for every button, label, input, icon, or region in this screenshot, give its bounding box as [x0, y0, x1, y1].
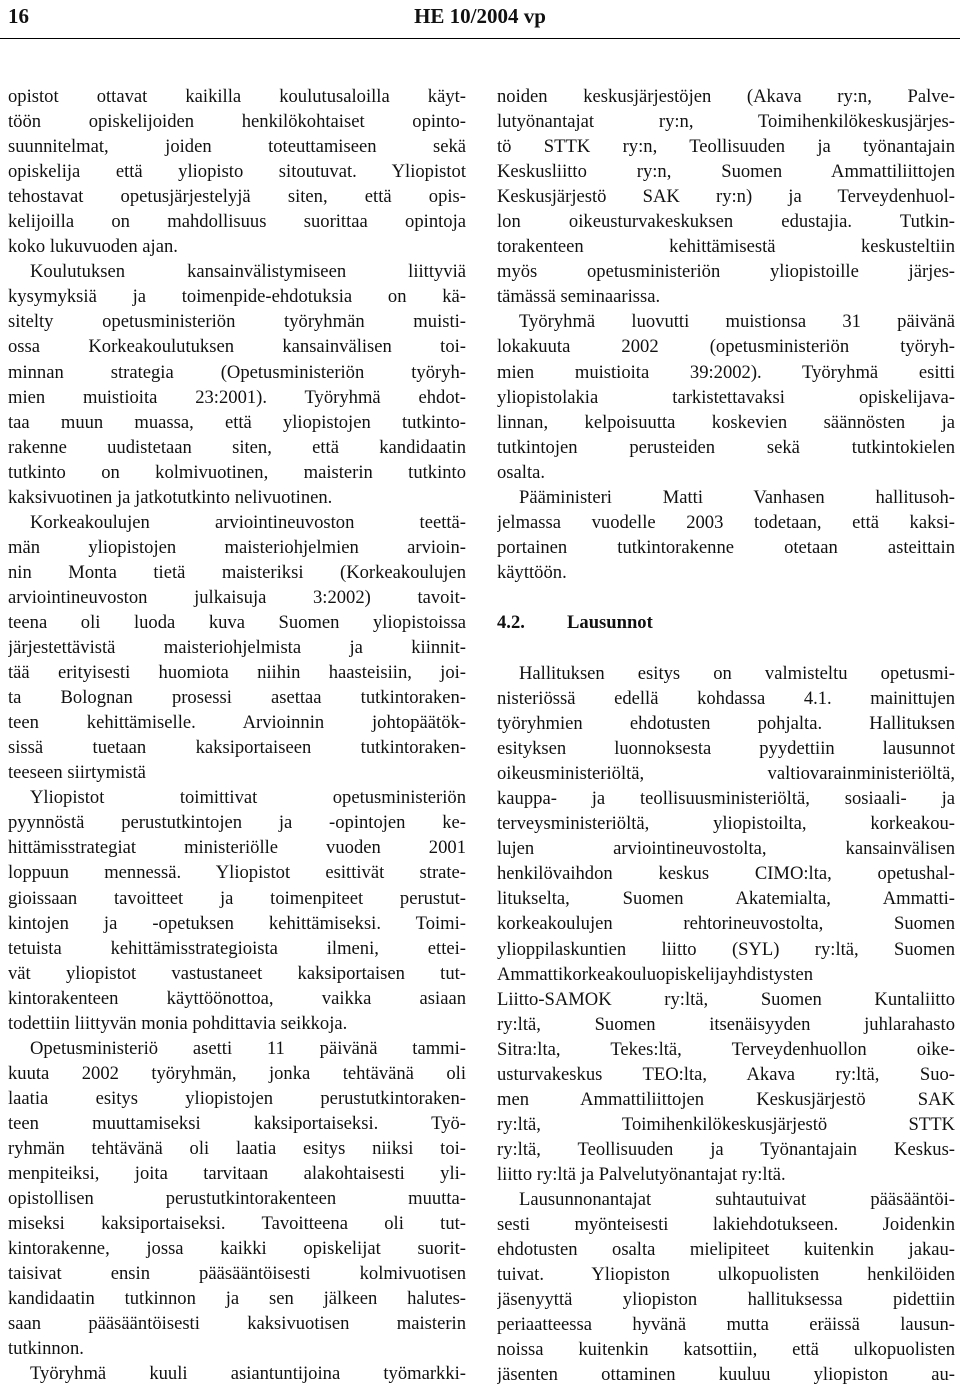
text-line: työryhmien ehdotusten pohjalta. Hallituksen	[497, 713, 955, 735]
text-line: Työryhmä kuuli asiantuntijoina työmarkki-	[30, 1363, 466, 1385]
text-line: opistot ottavat kaikilla koulutusaloilla käyt-	[8, 86, 466, 107]
text-line: terveysministeriöltä, yliopistoilta, korkeakou-	[497, 813, 955, 835]
page-number: 16	[8, 4, 29, 28]
text-line: Opetusministeriö asetti 11 päivänä tammi-	[30, 1037, 466, 1059]
right-column	[497, 84, 955, 1387]
text-line: periaatteessa hyvänä mutta eräissä lausun-	[497, 1314, 955, 1336]
text-line: usturvakeskus TEO:lta, Akava ry:ltä, Suo-	[497, 1063, 955, 1085]
text-line: teeseen siirtymistä	[8, 762, 146, 784]
text-line: rakenne uudistetaan siten, että kandidaatin	[8, 436, 466, 458]
text-line: todettiin liittyvän monia pohdittavia seikkoja.	[8, 1012, 348, 1034]
text-line: Keskusliitto ry:n, Suomen Ammattiliittojen	[497, 161, 955, 183]
text-line: torakenteen kehittämisestä keskusteltiin	[497, 236, 955, 258]
text-line: nin Monta tietä maisteriksi (Korkeakoulujen	[8, 561, 466, 583]
text-line: Hallituksen esitys on valmisteltu opetusmi-	[519, 662, 955, 684]
text-line: kelijoilla on mahdollisuus suorittaa opintoja	[8, 211, 466, 233]
text-line: Lausunnonantajat suhtautuivat pääsääntöi-	[519, 1188, 955, 1210]
text-line: sissä tuetaan kaksiportaiseen tutkintoraken-	[8, 737, 466, 759]
text-line: yliopistolakia tarkistettavaksi opiskelijava-	[497, 386, 955, 408]
text-line: Sitra:lta, Tekes:ltä, Terveydenhuollon oike-	[497, 1038, 955, 1060]
text-line: laatia esitys yliopistojen perustutkintoraken-	[8, 1087, 466, 1109]
text-line: taa muun muassa, että yliopistojen tutkinto-	[8, 411, 466, 433]
text-line: kuuta 2002 työryhmän, jonka tehtävänä oli	[8, 1062, 466, 1084]
section-number: 4.2.	[497, 611, 525, 633]
text-line: Työryhmä luovutti muistionsa 31 päivänä	[519, 311, 955, 333]
text-line: myös opetusministeriön yliopistoille järjes-	[497, 261, 955, 283]
text-line: lujen arviointineuvostolta, kansainvälisen	[497, 838, 955, 860]
text-line: opiskelija että yliopisto sitoutuvat. Yliopistot	[8, 161, 466, 183]
text-line: Liitto-SAMOK ry:ltä, Suomen Kuntaliitto	[497, 988, 955, 1010]
text-line: Yliopistot toimittivat opetusministeriön	[30, 787, 466, 809]
text-line: vät yliopistot vastustaneet kaksiportaisen tut-	[8, 962, 466, 984]
text-line: tehostavat opetusjärjestelyjä siten, että opis-	[8, 186, 466, 208]
text-line: kysymyksiä ja toimenpide-ehdotuksia on kä-	[8, 286, 466, 308]
spacer	[497, 635, 955, 661]
text-line: opistollisen perustutkintorakenteen muutta-	[8, 1188, 466, 1210]
section-title: Lausunnot	[567, 611, 653, 633]
text-line: sitelty opetusministeriön työryhmän muisti-	[8, 311, 466, 333]
text-line: ylioppilaskuntien liitto (SYL) ry:ltä, Suomen	[497, 938, 955, 960]
text-line: arviointineuvoston julkaisuja 3:2002) tavoit-	[8, 586, 466, 608]
text-line: taisivat ensin pääsääntöisesti kolmivuotisen	[8, 1263, 466, 1285]
text-line: jelmassa vuodelle 2003 todetaan, että kaksi-	[497, 511, 955, 533]
text-line: lokakuuta 2002 (opetusministeriön työryh-	[497, 336, 955, 358]
text-line: järjestettävistä maisteriohjelmista ja kiinnit-	[8, 637, 466, 659]
text-line: kandidaatin tutkinnon ja sen jälkeen halutes-	[8, 1288, 466, 1310]
text-line: ry:ltä, Toimihenkilökeskusjärjestö STTK	[497, 1113, 955, 1135]
section-heading	[497, 610, 955, 635]
page-header	[0, 0, 960, 40]
text-line: teen kehittämiselle. Arvioinnin johtopäätök-	[8, 712, 466, 734]
document-id: HE 10/2004 vp	[414, 4, 546, 28]
text-line: liitto ry:ltä ja Palvelutyönantajat ry:ltä.	[497, 1163, 786, 1185]
text-line: minnan strategia (Opetusministeriön työryh-	[8, 361, 466, 383]
text-line: ossa Korkeakoulutuksen kansainvälisen toi-	[8, 336, 466, 358]
text-line: portainen tutkintorakenne otetaan asteittain	[497, 536, 955, 558]
text-line: linnan, kelpoisuutta koskevien säännösten ja	[497, 411, 955, 433]
text-line: töön opiskelijoiden henkilökohtaiset opinto-	[8, 111, 466, 133]
text-line: tö STTK ry:n, Teollisuuden ja työnantajain	[497, 136, 955, 158]
text-line: noissa kuitenkin katsottiin, että ulkopuolisten	[497, 1339, 955, 1361]
text-line: saan pääsääntöisesti kaksivuotisen maisterin	[8, 1313, 466, 1335]
text-line: ta Bolognan prosessi asettaa tutkintoraken-	[8, 687, 466, 709]
text-line: gioissaan tavoitteet ja toimenpiteet perustut-	[8, 887, 466, 909]
text-line: tutkintojen perusteiden sekä tutkintokielen	[497, 436, 955, 458]
text-line: tutkinnon.	[8, 1338, 84, 1360]
text-line: Ammattikorkeakouluopiskelijayhdistysten	[497, 963, 814, 985]
text-line: mien muistioita 23:2001). Työryhmä ehdot-	[8, 386, 466, 408]
text-line: mien muistioita 39:2002). Työryhmä esitti	[497, 361, 955, 383]
text-line: Korkeakoulujen arviointineuvoston teettä-	[30, 511, 466, 533]
text-line: hittämisstrategiat ministeriölle vuoden 2001	[8, 837, 466, 859]
right-column-text-a	[497, 84, 955, 585]
text-line: lutyönantajat ry:n, Toimihenkilökeskusjärjes-	[497, 111, 955, 133]
text-line: pyynnöstä perustutkintojen ja -opintojen ke-	[8, 812, 466, 834]
left-column	[8, 84, 466, 1386]
right-column-text-b	[497, 661, 955, 1387]
text-line: litukselta, Suomen Akatemialta, Ammatti-	[497, 888, 955, 910]
text-line: loppuun mennessä. Yliopistot esittivät strate-	[8, 862, 466, 884]
header-rule	[0, 38, 960, 39]
text-line: tämässä seminaarissa.	[497, 286, 661, 308]
text-line: nisteriössä edellä kohdassa 4.1. mainittujen	[497, 688, 955, 710]
text-line: Keskusjärjestö SAK ry:n) ja Terveydenhuol-	[497, 186, 955, 208]
text-line: ryhmän tehtävänä oli laatia esitys niiksi toi-	[8, 1137, 466, 1159]
text-line: käyttöön.	[497, 561, 567, 583]
text-line: miseksi kaksiportaiseksi. Tavoitteena oli tut-	[8, 1213, 466, 1235]
text-line: kintorakenne, jossa kaikki opiskelijat suorit-	[8, 1238, 466, 1260]
text-line: Pääministeri Matti Vanhasen hallitusoh-	[519, 486, 955, 508]
text-line: esityksen luonnoksesta pyydettiin lausunnot	[497, 738, 955, 760]
text-line: kintorakenteen käyttöönottoa, vaikka asiaan	[8, 987, 466, 1009]
text-line: tuivat. Yliopiston ulkopuolisten henkilöiden	[497, 1264, 955, 1286]
text-line: kintojen ja -opetuksen kehittämiseksi. Toimi-	[8, 912, 466, 934]
text-line: lon oikeusturvakeskuksen edustajia. Tutkin-	[497, 211, 955, 233]
text-line: teen muuttamiseksi kaksiportaiseksi. Työ-	[8, 1112, 466, 1134]
text-line: tetuista kehittämisstrategioista ilmeni, ettei-	[8, 937, 466, 959]
text-line: ry:ltä, Suomen itsenäisyyden juhlarahasto	[497, 1013, 955, 1035]
text-line: noiden keskusjärjestöjen (Akava ry:n, Palve-	[497, 86, 955, 107]
text-line: korkeakoulujen rehtorineuvostolta, Suomen	[497, 913, 955, 935]
spacer	[497, 585, 955, 610]
text-line: män yliopistojen maisteriohjelmien arvioin-	[8, 536, 466, 558]
text-line: teena oli luoda kuva Suomen yliopistoissa	[8, 611, 466, 633]
text-line: menpiteiksi, joita tarvitaan alakohtaisesti yli-	[8, 1163, 466, 1185]
text-line: koko lukuvuoden ajan.	[8, 236, 178, 258]
text-line: henkilövaihdon keskus CIMO:lta, opetushal-	[497, 863, 955, 885]
text-line: kauppa- ja teollisuusministeriöltä, sosiaali- ja	[497, 788, 955, 810]
text-line: Koulutuksen kansainvälistymiseen liittyviä	[30, 261, 466, 283]
text-line: jäsenten ottaminen kuuluu yliopiston au-	[497, 1364, 955, 1386]
text-line: ehdotusten osalta mielipiteet kuitenkin jakau-	[497, 1239, 955, 1261]
text-line: sesti myönteisesti lakiehdotukseen. Joidenkin	[497, 1214, 955, 1236]
text-line: oikeusministeriöltä, valtiovarainministeriöltä,	[497, 763, 955, 785]
text-line: ry:ltä, Teollisuuden ja Työnantajain Keskus-	[497, 1138, 955, 1160]
text-line: kaksivuotinen ja jatkotutkinto nelivuotinen.	[8, 486, 333, 508]
text-line: tää erityisesti huomiota niihin haasteisiin, joi-	[8, 662, 466, 684]
text-line: tutkinto on kolmivuotinen, maisterin tutkinto	[8, 461, 466, 483]
text-line: men Ammattiliittojen Keskusjärjestö SAK	[497, 1088, 955, 1110]
text-line: jäsenyyttä yliopiston hallituksessa pidettiin	[497, 1289, 955, 1311]
text-line: suunnitelmat, joiden toteuttamiseen sekä	[8, 136, 466, 158]
text-line: osalta.	[497, 461, 546, 483]
